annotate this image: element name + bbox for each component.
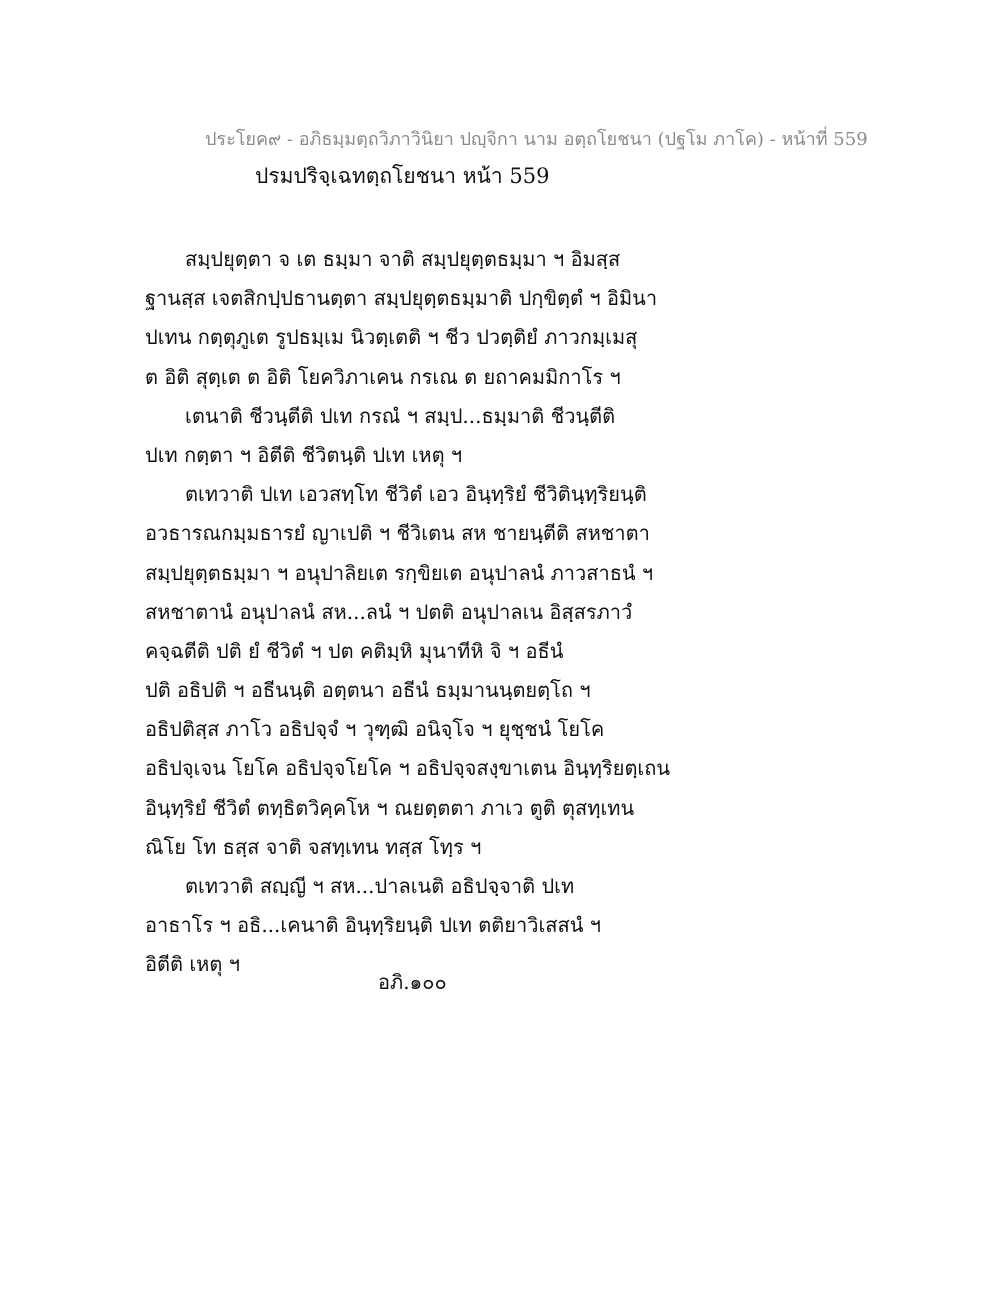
text-line: สมฺปยุตฺตธมฺมา ฯ อนุปาลิยเต รกฺขิยเต อนุปาลนํ ภาวสาธนํ ฯ — [145, 560, 654, 585]
footer-signature: อภิ.๑๐๐ — [378, 970, 447, 994]
text-line: ฐานสฺส เจตสิกปฺปธานตฺตา สมฺปยุตฺตธมฺมาติ ปกฺขิตฺตํ ฯ อิมินา — [145, 286, 658, 311]
text-line: ต อิติ สุตฺเต ต อิติ โยควิภาเคน กรเณ ต ยถาคมมิกาโร ฯ — [145, 364, 621, 389]
page-title: ปรมปริจฺเฉทตฺถโยชนา หน้า 559 — [255, 164, 550, 188]
text-line: คจฺฉตีติ ปติ ยํ ชีวิตํ ฯ ปต คติมฺหิ มุนาทีหิ จิ ฯ อธีนํ — [145, 638, 564, 663]
text-line: อิตีติ เหตุ ฯ — [145, 952, 240, 977]
text-line: สมฺปยุตฺตา จ เต ธมฺมา จาติ สมฺปยุตฺตธมฺมา ฯ อิมสฺส — [185, 247, 621, 271]
text-line: อวธารณกมฺมธารยํ ญาเปติ ฯ ชีวิเตน สห ชายนฺตีติ สหชาตา — [145, 521, 650, 546]
running-header: ประโยค๙ - อภิธมฺมตฺถวิภาวินิยา ปญฺจิกา นาม อตฺถโยชนา (ปฐโม ภาโค) - หน้าที่ 559 — [205, 129, 868, 150]
text-line: ตเทวาติ สญฺญี ฯ สห...ปาลเนติ อธิปจฺจาติ ปเท — [185, 874, 575, 898]
body-text — [145, 240, 845, 985]
text-line: อินฺทฺริยํ ชีวิตํ ตทฺธิตวิคฺคโห ฯ ณยตฺตตา ภาเว ตูติ ตุสทฺเทน — [145, 795, 635, 820]
text-line: ตเทวาติ ปเท เอวสทฺโท ชีวิตํ เอว อินฺทฺริยํ ชีวิตินฺทฺริยนฺติ — [185, 482, 647, 507]
text-line: ณิโย โท ธสฺส จาติ จสทฺเทน ทสฺส โทฺร ฯ — [145, 834, 482, 859]
text-line: สหชาตานํ อนุปาลนํ สห...ลนํ ฯ ปตติ อนุปาลเน อิสฺสรภาวํ — [145, 599, 633, 624]
text-line: อธิปจฺเจน โยโค อธิปจฺจโยโค ฯ อธิปจฺจสงฺขาเตน อินฺทฺริยตฺเถน — [145, 756, 671, 781]
text-line: เตนาติ ชีวนฺตีติ ปเท กรณํ ฯ สมฺป...ธมฺมาติ ชีวนฺตีติ — [185, 403, 616, 428]
text-line: ปเทน กตฺตุภูเต รูปธมฺเม นิวตฺเตติ ฯ ชีว ปวตฺติยํ ภาวกมฺเมสุ — [145, 325, 638, 350]
text-line: อธิปติสฺส ภาโว อธิปจฺจํ ฯ วุฑฺฒิ อนิจฺโจ ฯ ยุชฺชนํ โยโค — [145, 717, 605, 742]
text-line: อาธาโร ฯ อธิ...เคนาติ อินฺทฺริยนฺติ ปเท ตติยาวิเสสนํ ฯ — [145, 913, 601, 938]
text-line: ปติ อธิปติ ฯ อธีนนฺติ อตฺตนา อธีนํ ธมฺมานนฺตยตฺโถ ฯ — [145, 678, 591, 703]
text-line: ปเท กตฺตา ฯ อิตีติ ชีวิตนฺติ ปเท เหตุ ฯ — [145, 442, 463, 467]
